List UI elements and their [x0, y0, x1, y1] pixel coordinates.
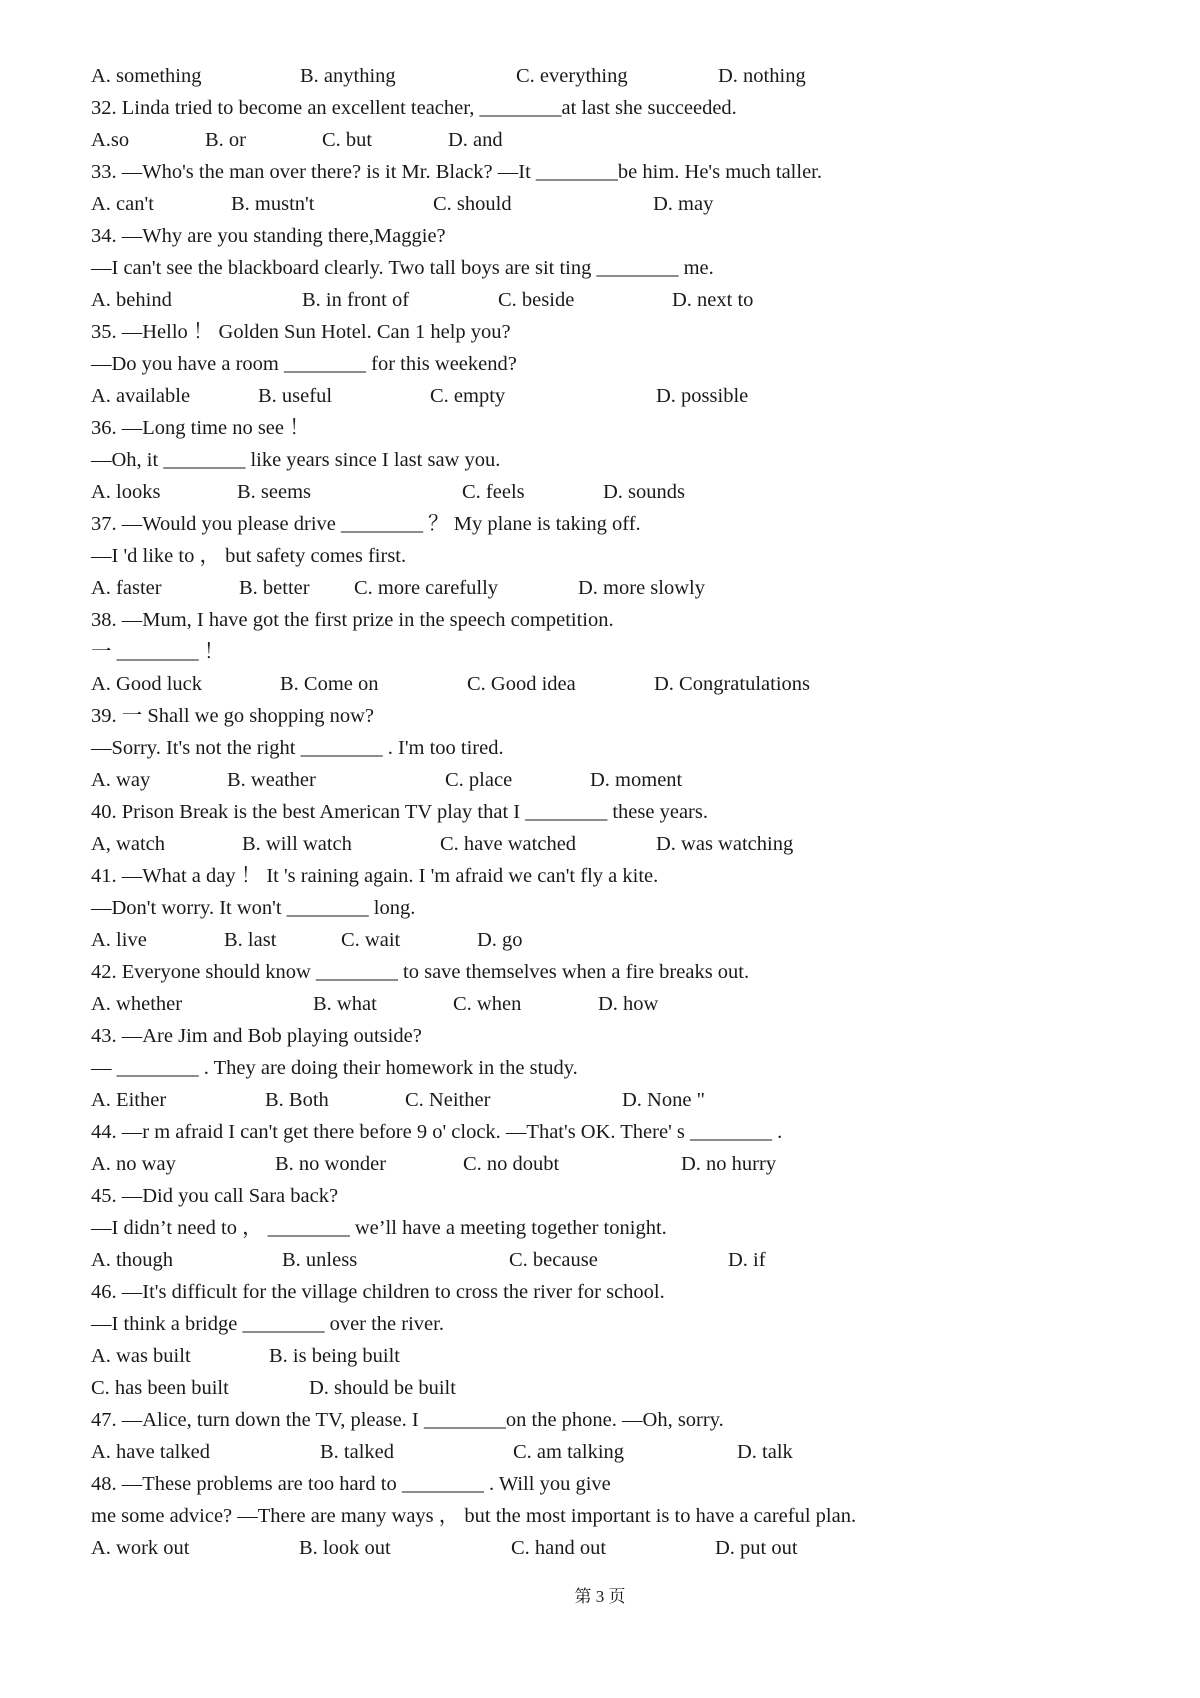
- answer-option: C. am talking: [513, 1441, 625, 1463]
- question-text: —I didn’t need to ， ________ we’ll have a meeting together tonight.: [91, 1217, 667, 1239]
- answer-option: D. was watching: [656, 833, 794, 855]
- question-text: 42. Everyone should know ________ to save themselves when a fire breaks out.: [91, 961, 750, 983]
- answer-option: D. talk: [737, 1441, 793, 1463]
- question-text: —I 'd like to ， but safety comes first.: [91, 545, 407, 567]
- answer-options-row: [0, 1340, 1200, 1372]
- answer-option: A. Either: [91, 1089, 167, 1111]
- answer-option: B. is being built: [269, 1345, 400, 1367]
- question-line: [0, 956, 1200, 988]
- answer-option: C. feels: [462, 481, 525, 503]
- answer-option: C. everything: [516, 65, 628, 87]
- question-line: [0, 1500, 1200, 1532]
- question-line: [0, 700, 1200, 732]
- answer-option: B. Come on: [280, 673, 379, 695]
- answer-option: D. more slowly: [578, 577, 705, 599]
- answer-options-row: [0, 988, 1200, 1020]
- answer-options-row: [0, 380, 1200, 412]
- question-text: 41. —What a day ！ It 's raining again. I 'm afraid we can't fly a kite.: [91, 865, 659, 887]
- answer-option: A. whether: [91, 993, 183, 1015]
- answer-option: A. faster: [91, 577, 162, 599]
- question-text: 44. —r m afraid I can't get there before 9 o' clock. —That's OK. There' s ________ .: [91, 1121, 783, 1143]
- question-line: [0, 156, 1200, 188]
- answer-option: B. unless: [282, 1249, 358, 1271]
- answer-options-row: [0, 284, 1200, 316]
- answer-option: A. Good luck: [91, 673, 203, 695]
- answer-options-row: [0, 924, 1200, 956]
- answer-option: D. if: [728, 1249, 766, 1271]
- answer-option: C. empty: [430, 385, 506, 407]
- answer-option: A. way: [91, 769, 151, 791]
- answer-option: C. hand out: [511, 1537, 607, 1559]
- question-text: 39. 一 Shall we go shopping now?: [91, 705, 374, 727]
- answer-option: C. because: [509, 1249, 598, 1271]
- question-line: [0, 220, 1200, 252]
- answer-option: C. have watched: [440, 833, 577, 855]
- answer-option: A. behind: [91, 289, 172, 311]
- answer-option: C. but: [322, 129, 373, 151]
- question-text: —Do you have a room ________ for this weekend?: [91, 353, 517, 375]
- answer-option: C. Neither: [405, 1089, 491, 1111]
- question-line: [0, 796, 1200, 828]
- answer-option: B. last: [224, 929, 277, 951]
- question-line: [0, 1276, 1200, 1308]
- question-line: [0, 636, 1200, 668]
- answer-option: B. mustn't: [231, 193, 315, 215]
- question-text: 36. —Long time no see ！: [91, 417, 310, 439]
- question-text: 43. —Are Jim and Bob playing outside?: [91, 1025, 422, 1047]
- answer-option: B. Both: [265, 1089, 329, 1111]
- answer-options-row: [0, 1084, 1200, 1116]
- question-line: [0, 892, 1200, 924]
- answer-options-row: [0, 124, 1200, 156]
- answer-options-row: [0, 1532, 1200, 1564]
- answer-option: B. what: [313, 993, 377, 1015]
- answer-options-row: [0, 764, 1200, 796]
- answer-options-row: [0, 668, 1200, 700]
- question-text: 33. —Who's the man over there? is it Mr. Black? —It ________be him. He's much taller.: [91, 161, 822, 183]
- answer-options-row: [0, 572, 1200, 604]
- question-line: [0, 348, 1200, 380]
- answer-option: B. better: [239, 577, 310, 599]
- question-text: 46. —It's difficult for the village children to cross the river for school.: [91, 1281, 665, 1303]
- page-number: 第 3 页: [574, 1587, 626, 1606]
- answer-option: B. anything: [300, 65, 396, 87]
- question-line: [0, 1404, 1200, 1436]
- answer-option: C. beside: [498, 289, 575, 311]
- answer-option: B. will watch: [242, 833, 352, 855]
- answer-option: A. live: [91, 929, 147, 951]
- question-text: 38. —Mum, I have got the first prize in the speech competition.: [91, 609, 614, 631]
- answer-option: D. next to: [672, 289, 754, 311]
- answer-options-row: [0, 1148, 1200, 1180]
- question-text: —Don't worry. It won't ________ long.: [91, 897, 416, 919]
- answer-option: B. no wonder: [275, 1153, 387, 1175]
- answer-option: A. work out: [91, 1537, 190, 1559]
- answer-option: C. should: [433, 193, 512, 215]
- question-text: 一 ________ ！: [91, 641, 225, 663]
- answer-option: C. place: [445, 769, 513, 791]
- answer-option: D. nothing: [718, 65, 806, 87]
- answer-option: B. talked: [320, 1441, 395, 1463]
- question-line: [0, 1468, 1200, 1500]
- question-line: [0, 316, 1200, 348]
- answer-options-row: [0, 476, 1200, 508]
- question-line: [0, 732, 1200, 764]
- question-line: [0, 252, 1200, 284]
- answer-option: C. wait: [341, 929, 401, 951]
- question-line: [0, 860, 1200, 892]
- answer-options-row: [0, 1372, 1200, 1404]
- answer-options-row: [0, 828, 1200, 860]
- answer-option: D. None ": [622, 1089, 705, 1111]
- answer-option: B. or: [205, 129, 246, 151]
- answer-option: A, watch: [91, 833, 166, 855]
- question-text: —Oh, it ________ like years since I last saw you.: [91, 449, 501, 471]
- question-line: [0, 412, 1200, 444]
- answer-option: D. put out: [715, 1537, 798, 1559]
- answer-option: A.so: [91, 129, 130, 151]
- question-text: — ________ . They are doing their homework in the study.: [91, 1057, 578, 1079]
- question-text: 47. —Alice, turn down the TV, please. I ________on the phone. —Oh, sorry.: [91, 1409, 724, 1431]
- answer-options-row: [0, 1244, 1200, 1276]
- question-line: [0, 1212, 1200, 1244]
- answer-options-row: [0, 60, 1200, 92]
- answer-option: D. may: [653, 193, 714, 215]
- answer-option: B. seems: [237, 481, 312, 503]
- question-text: 48. —These problems are too hard to ________ . Will you give: [91, 1473, 611, 1495]
- question-line: [0, 444, 1200, 476]
- question-line: [0, 92, 1200, 124]
- answer-option: A. though: [91, 1249, 173, 1271]
- answer-option: D. sounds: [603, 481, 686, 503]
- answer-options-row: [0, 188, 1200, 220]
- question-text: 45. —Did you call Sara back?: [91, 1185, 339, 1207]
- answer-option: D. no hurry: [681, 1153, 777, 1175]
- answer-option: D. go: [477, 929, 523, 951]
- question-line: [0, 1308, 1200, 1340]
- question-text: me some advice? —There are many ways ， but the most important is to have a careful plan.: [91, 1505, 857, 1527]
- answer-option: A. something: [91, 65, 202, 87]
- answer-option: A. can't: [91, 193, 154, 215]
- answer-option: D. should be built: [309, 1377, 456, 1399]
- answer-option: C. when: [453, 993, 522, 1015]
- answer-option: D. how: [598, 993, 659, 1015]
- question-text: —Sorry. It's not the right ________ . I'm too tired.: [91, 737, 504, 759]
- answer-option: B. weather: [227, 769, 316, 791]
- question-text: 34. —Why are you standing there,Maggie?: [91, 225, 446, 247]
- answer-option: D. Congratulations: [654, 673, 811, 695]
- question-line: [0, 604, 1200, 636]
- answer-option: B. look out: [299, 1537, 391, 1559]
- question-line: [0, 1052, 1200, 1084]
- question-line: [0, 540, 1200, 572]
- question-line: [0, 1116, 1200, 1148]
- question-text: 40. Prison Break is the best American TV play that I ________ these years.: [91, 801, 708, 823]
- question-text: 32. Linda tried to become an excellent teacher, ________at last she succeeded.: [91, 97, 737, 119]
- answer-option: C. Good idea: [467, 673, 576, 695]
- answer-option: A. looks: [91, 481, 161, 503]
- answer-option: C. no doubt: [463, 1153, 560, 1175]
- answer-option: C. has been built: [91, 1377, 229, 1399]
- answer-option: B. useful: [258, 385, 333, 407]
- question-text: —I think a bridge ________ over the river.: [91, 1313, 444, 1335]
- answer-option: A. available: [91, 385, 191, 407]
- answer-option: A. was built: [91, 1345, 191, 1367]
- question-line: [0, 1020, 1200, 1052]
- question-text: 37. —Would you please drive ________ ？ My plane is taking off.: [91, 513, 641, 535]
- question-line: [0, 508, 1200, 540]
- question-text: 35. —Hello ！ Golden Sun Hotel. Can 1 help you?: [91, 321, 511, 343]
- answer-option: C. more carefully: [354, 577, 499, 599]
- question-text: —I can't see the blackboard clearly. Two tall boys are sit ting ________ me.: [91, 257, 714, 279]
- answer-option: D. possible: [656, 385, 749, 407]
- answer-option: D. and: [448, 129, 503, 151]
- question-line: [0, 1180, 1200, 1212]
- answer-option: B. in front of: [302, 289, 410, 311]
- answer-option: A. have talked: [91, 1441, 210, 1463]
- answer-option: A. no way: [91, 1153, 176, 1175]
- answer-option: D. moment: [590, 769, 683, 791]
- answer-options-row: [0, 1436, 1200, 1468]
